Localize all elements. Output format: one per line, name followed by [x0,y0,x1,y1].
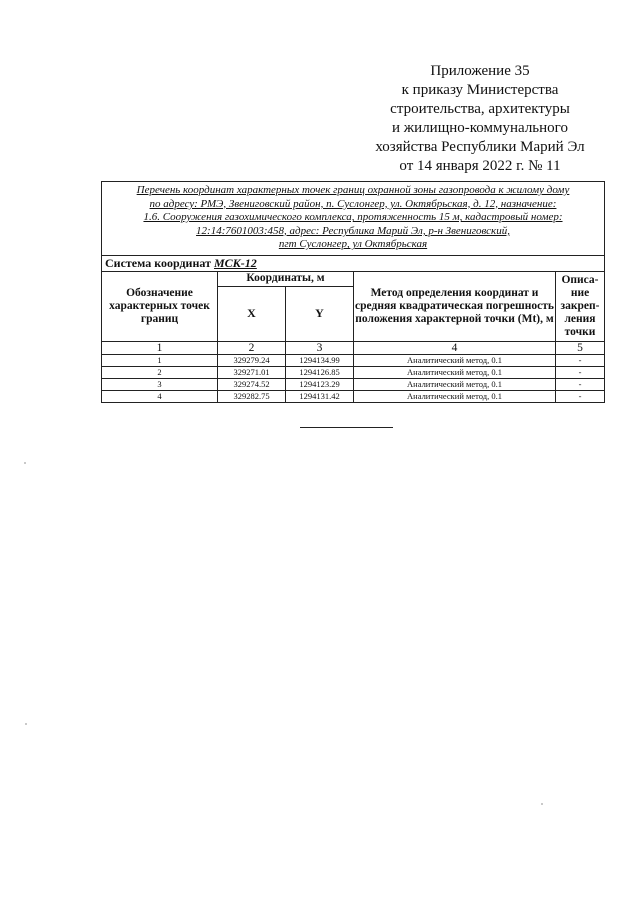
cell-point: 1 [102,354,218,366]
table-title-line: Перечень координат характерных точек границ охранной зоны газопровода к жилому дому [136,184,570,196]
cell-point: 3 [102,378,218,390]
table-row [102,366,605,378]
cell-x: 329279.24 [218,354,286,366]
coordinates-table [101,181,605,403]
header-method: Метод определения координат и средняя квадратическая погрешность положения характерной точки (Mt), м [354,271,556,341]
column-numbers-row [102,341,605,354]
table-title [102,182,605,256]
coordinate-system-value: МСК-12 [213,255,257,270]
column-number: 5 [556,341,605,354]
cell-x: 329282.75 [218,390,286,402]
cell-method: Аналитический метод, 0.1 [354,354,556,366]
header-description: Описа-ние закреп-ления точки [556,271,605,341]
cell-x: 329271.01 [218,366,286,378]
table-title-line: по адресу: РМЭ, Звениговский район, п. Суслонгер, ул. Октябрьская, д. 12, назначение: [149,197,557,210]
cell-point: 4 [102,390,218,402]
table-row [102,390,605,402]
appendix-header [360,62,600,176]
appendix-line: Приложение 35 [430,63,530,79]
cell-method: Аналитический метод, 0.1 [354,366,556,378]
header-point: Обозначение характерных точек границ [102,271,218,341]
coordinate-system [102,255,605,271]
table-row [102,354,605,366]
column-number: 2 [218,341,286,354]
cell-description: - [556,378,605,390]
header-x: X [218,286,286,341]
cell-y: 1294123.29 [286,378,354,390]
cell-y: 1294131.42 [286,390,354,402]
scan-speck [541,803,543,805]
column-number: 3 [286,341,354,354]
appendix-line: строительства, архитектуры [390,101,570,117]
cell-description: - [556,354,605,366]
end-of-document-line [300,427,393,428]
cell-y: 1294126.85 [286,366,354,378]
table-title-line: 12:14:7601003:458, адрес: Республика Марий Эл, р-н Звениговский, [196,224,510,237]
cell-y: 1294134.99 [286,354,354,366]
table-row [102,378,605,390]
header-y: Y [286,286,354,341]
cell-method: Аналитический метод, 0.1 [354,378,556,390]
coordinate-system-label: Система координат [105,255,211,270]
scan-speck [24,462,26,464]
header-coordinates: Координаты, м [218,271,354,286]
appendix-line: и жилищно-коммунального [392,120,568,136]
cell-method: Аналитический метод, 0.1 [354,390,556,402]
appendix-line: хозяйства Республики Марий Эл [375,139,585,155]
cell-description: - [556,366,605,378]
column-number: 1 [102,341,218,354]
column-number: 4 [354,341,556,354]
appendix-line: к приказу Министерства [401,82,559,98]
cell-description: - [556,390,605,402]
cell-x: 329274.52 [218,378,286,390]
cell-point: 2 [102,366,218,378]
table-title-line: пгт Суслонгер, ул Октябрьская [278,238,428,251]
table-title-line: 1.6. Сооружения газохимического комплекса, протяженность 15 м, кадастровый номер: [143,211,563,224]
scan-speck [25,723,27,725]
appendix-line: от 14 января 2022 г. № 11 [399,158,561,174]
